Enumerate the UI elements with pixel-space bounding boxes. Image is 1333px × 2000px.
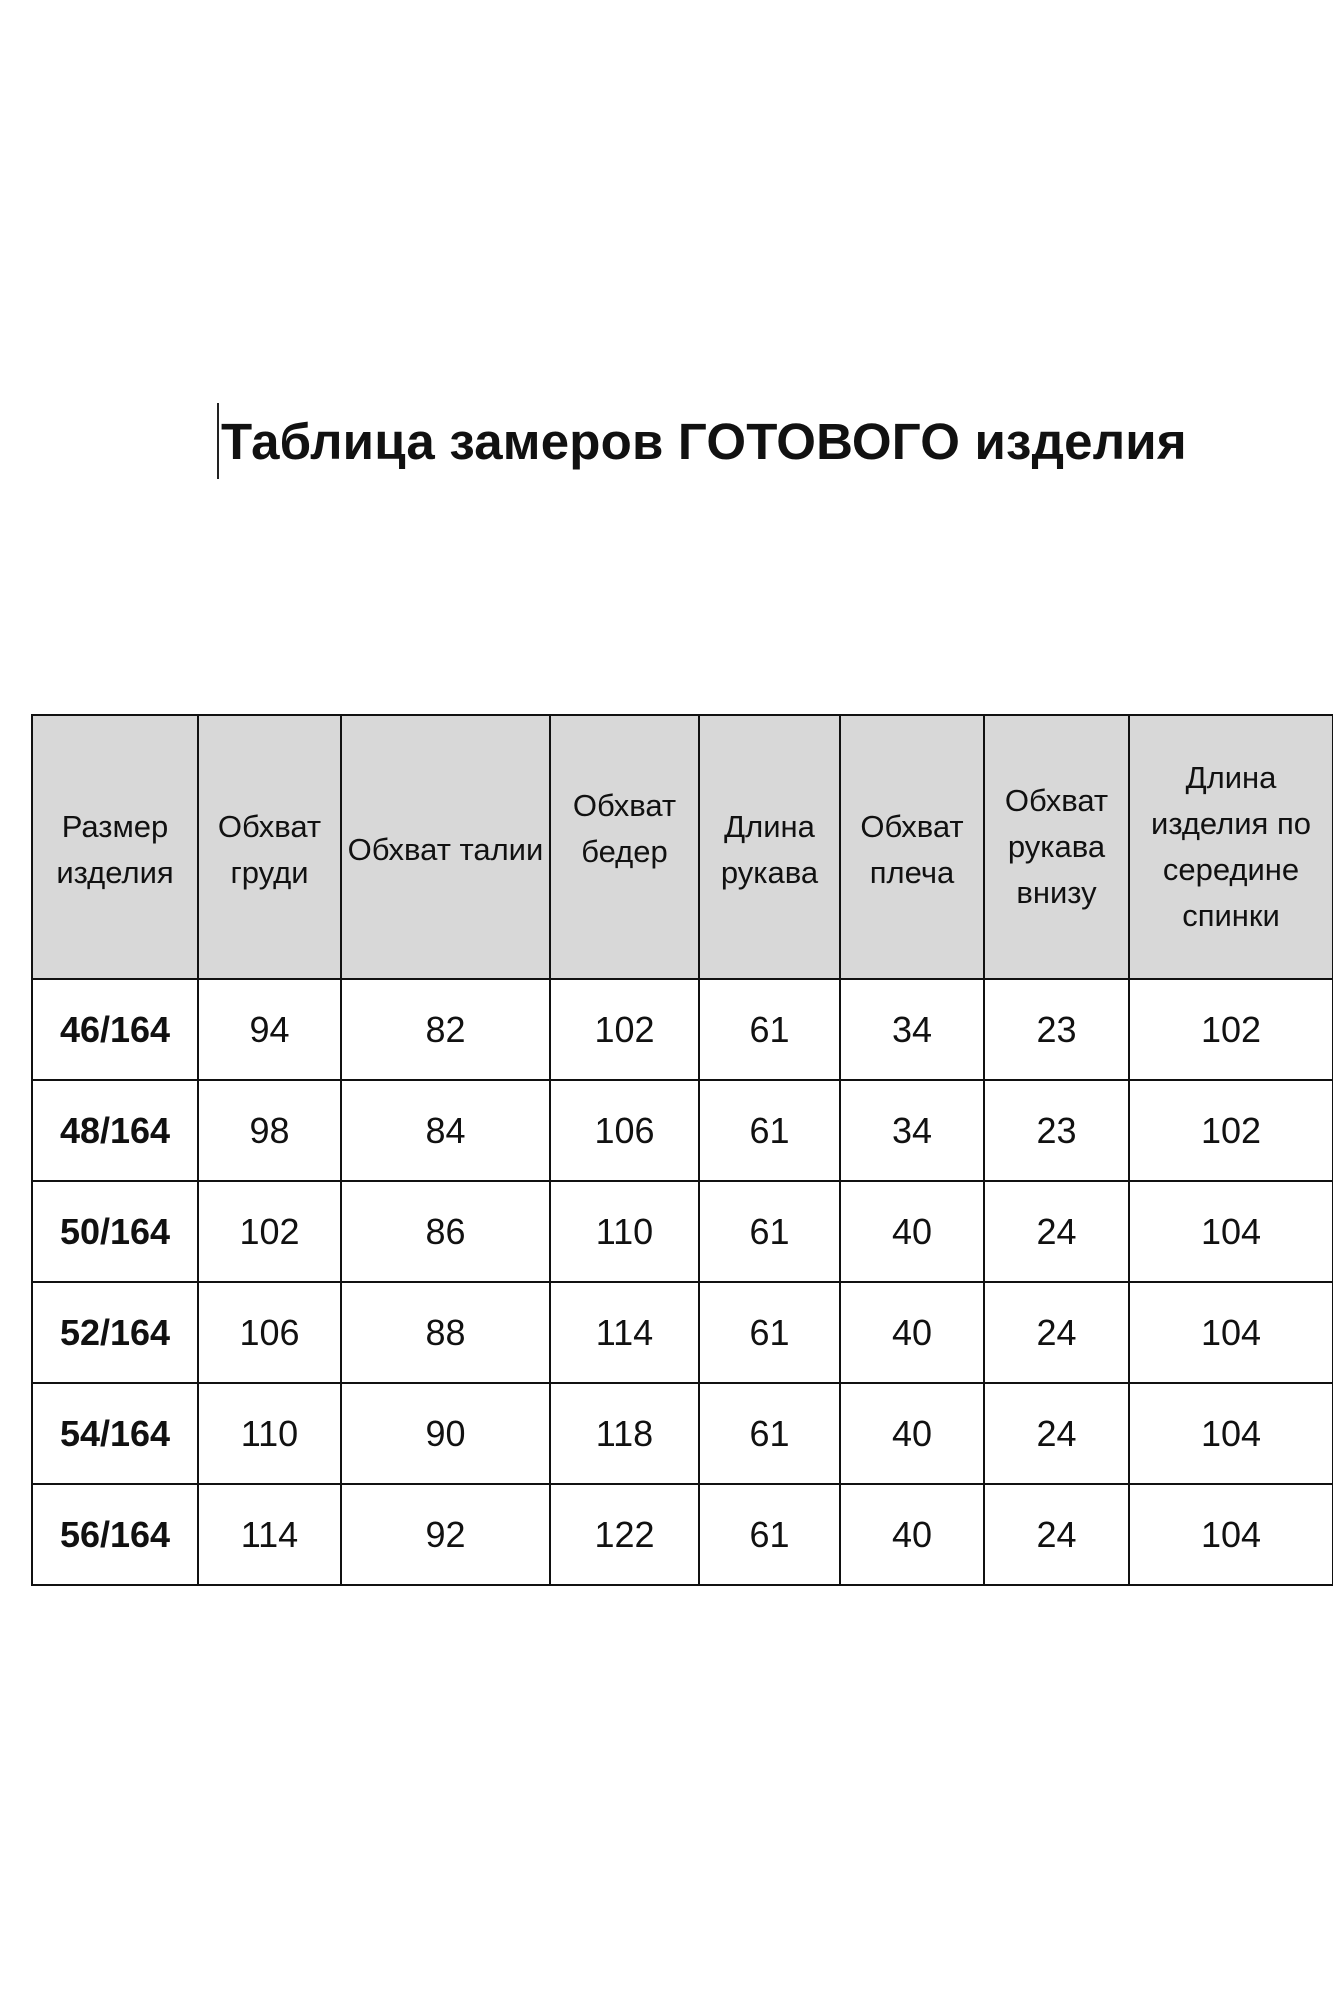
back-length-cell: 102 [1129, 979, 1333, 1080]
size-cell: 50/164 [32, 1181, 198, 1282]
hips-cell: 118 [550, 1383, 699, 1484]
size-cell: 54/164 [32, 1383, 198, 1484]
header-chest: Обхват груди [198, 715, 341, 979]
size-cell: 48/164 [32, 1080, 198, 1181]
chest-cell: 102 [198, 1181, 341, 1282]
chest-cell: 106 [198, 1282, 341, 1383]
chest-cell: 114 [198, 1484, 341, 1585]
waist-cell: 82 [341, 979, 550, 1080]
waist-cell: 84 [341, 1080, 550, 1181]
header-sleeve-length: Длина рукава [699, 715, 840, 979]
table-row [32, 979, 1333, 1080]
sleeve-bottom-cell: 23 [984, 979, 1129, 1080]
text-cursor [217, 403, 219, 479]
header-row [32, 715, 1333, 979]
shoulder-cell: 34 [840, 1080, 984, 1181]
header-shoulder: Обхват плеча [840, 715, 984, 979]
size-cell: 46/164 [32, 979, 198, 1080]
shoulder-cell: 40 [840, 1484, 984, 1585]
sleeve-length-cell: 61 [699, 979, 840, 1080]
header-sleeve-bottom: Обхват рукава внизу [984, 715, 1129, 979]
sleeve-bottom-cell: 24 [984, 1383, 1129, 1484]
chest-cell: 110 [198, 1383, 341, 1484]
sleeve-bottom-cell: 24 [984, 1181, 1129, 1282]
header-size: Размер изделия [32, 715, 198, 979]
sleeve-bottom-cell: 23 [984, 1080, 1129, 1181]
shoulder-cell: 40 [840, 1282, 984, 1383]
waist-cell: 86 [341, 1181, 550, 1282]
sleeve-length-cell: 61 [699, 1484, 840, 1585]
back-length-cell: 104 [1129, 1383, 1333, 1484]
hips-cell: 114 [550, 1282, 699, 1383]
size-table [31, 714, 1333, 1586]
sleeve-length-cell: 61 [699, 1181, 840, 1282]
chest-cell: 98 [198, 1080, 341, 1181]
back-length-cell: 104 [1129, 1282, 1333, 1383]
table-row [32, 1282, 1333, 1383]
shoulder-cell: 40 [840, 1383, 984, 1484]
table-row [32, 1080, 1333, 1181]
hips-cell: 102 [550, 979, 699, 1080]
sleeve-length-cell: 61 [699, 1383, 840, 1484]
table-row [32, 1181, 1333, 1282]
sleeve-bottom-cell: 24 [984, 1282, 1129, 1383]
waist-cell: 88 [341, 1282, 550, 1383]
sleeve-bottom-cell: 24 [984, 1484, 1129, 1585]
table-row [32, 1383, 1333, 1484]
sleeve-length-cell: 61 [699, 1282, 840, 1383]
header-back-length: Длина изделия по середине спинки [1129, 715, 1333, 979]
size-cell: 52/164 [32, 1282, 198, 1383]
hips-cell: 110 [550, 1181, 699, 1282]
back-length-cell: 102 [1129, 1080, 1333, 1181]
back-length-cell: 104 [1129, 1484, 1333, 1585]
shoulder-cell: 34 [840, 979, 984, 1080]
shoulder-cell: 40 [840, 1181, 984, 1282]
header-hips: Обхват бедер [550, 715, 699, 979]
back-length-cell: 104 [1129, 1181, 1333, 1282]
sleeve-length-cell: 61 [699, 1080, 840, 1181]
waist-cell: 90 [341, 1383, 550, 1484]
waist-cell: 92 [341, 1484, 550, 1585]
size-cell: 56/164 [32, 1484, 198, 1585]
page-title: Таблица замеров ГОТОВОГО изделия [221, 413, 1187, 470]
header-waist: Обхват талии [341, 715, 550, 979]
chest-cell: 94 [198, 979, 341, 1080]
table-row [32, 1484, 1333, 1585]
hips-cell: 122 [550, 1484, 699, 1585]
hips-cell: 106 [550, 1080, 699, 1181]
